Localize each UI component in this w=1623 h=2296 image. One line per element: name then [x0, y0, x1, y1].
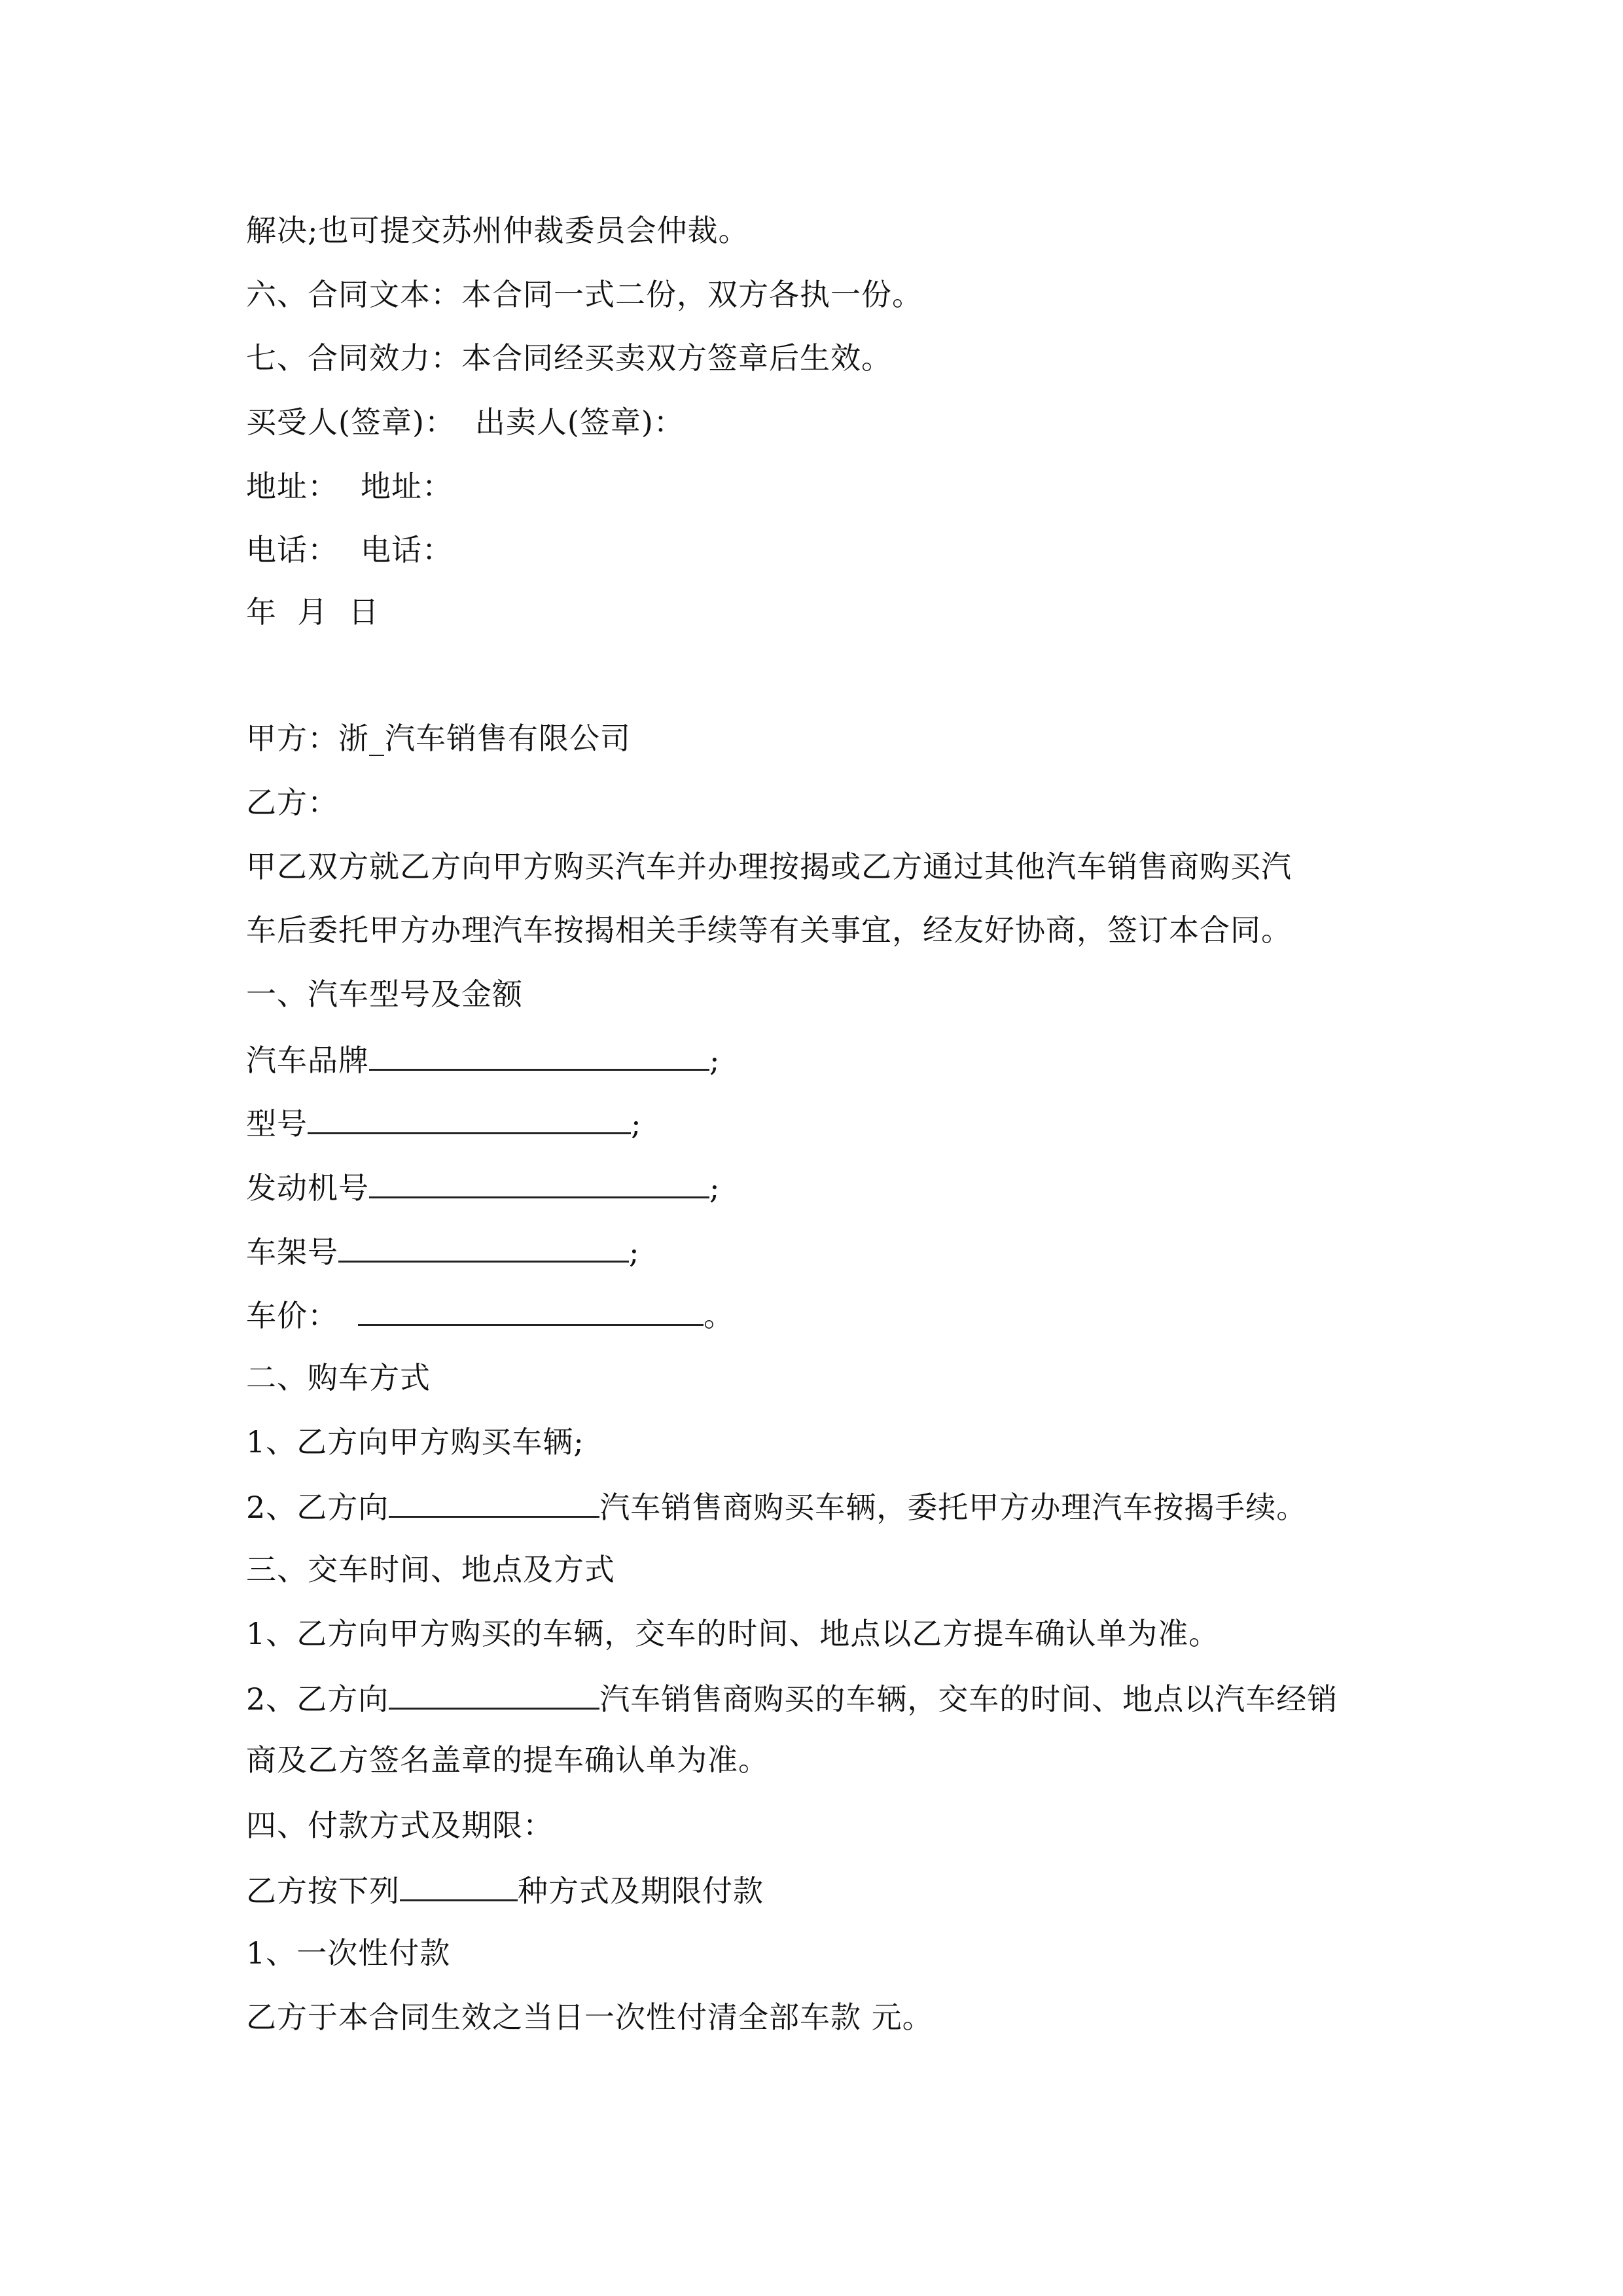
section-4-title: 四、付款方式及期限： — [246, 1808, 554, 1843]
s2-item2-suffix: 汽车销售商购买车辆，委托甲方办理汽车按揭手续。 — [599, 1490, 1308, 1525]
frame-end: ; — [629, 1234, 640, 1270]
party-b: 乙方： — [246, 785, 338, 820]
section-2-title: 二、购车方式 — [246, 1360, 431, 1395]
s2-dealer-blank — [389, 1486, 599, 1518]
address-row — [246, 467, 453, 506]
s3-dealer-blank — [389, 1677, 599, 1710]
brand-blank — [369, 1039, 709, 1071]
text-line-arbitration: 解决;也可提交苏州仲裁委员会仲裁。 — [246, 213, 749, 248]
model-end: ; — [631, 1106, 642, 1141]
s4-suffix: 种方式及期限付款 — [518, 1873, 764, 1909]
phone-row — [246, 530, 453, 569]
signature-row — [246, 403, 685, 442]
price-end: 。 — [704, 1298, 734, 1333]
price-blank — [358, 1294, 704, 1326]
section-2-item-2 — [246, 1486, 1307, 1525]
model-blank — [308, 1102, 631, 1134]
buyer-phone-label: 电话： — [246, 532, 338, 567]
model-label: 型号 — [246, 1106, 308, 1141]
seller-signature-label: 出卖人(签章)： — [474, 404, 685, 440]
seller-phone-label: 电话： — [361, 532, 453, 567]
section-4-line — [246, 1869, 764, 1909]
s3-item2-prefix: 2、乙方向 — [246, 1681, 389, 1717]
section-4-item-1: 1、一次性付款 — [246, 1935, 451, 1971]
engine-field-row — [246, 1166, 721, 1206]
seller-address-label: 地址： — [361, 469, 453, 504]
s4-method-blank — [400, 1869, 518, 1901]
s2-item2-prefix: 2、乙方向 — [246, 1490, 389, 1525]
engine-blank — [369, 1166, 709, 1198]
buyer-signature-label: 买受人(签章)： — [246, 404, 455, 440]
text-line-contract-copies: 六、合同文本：本合同一式二份，双方各执一份。 — [246, 277, 923, 312]
intro-line-1: 甲乙双方就乙方向甲方购买汽车并办理按揭或乙方通过其他汽车销售商购买汽 — [246, 849, 1292, 884]
section-3-title: 三、交车时间、地点及方式 — [246, 1552, 615, 1587]
frame-blank — [338, 1230, 629, 1263]
section-3-item-1: 1、乙方向甲方购买的车辆，交车的时间、地点以乙方提车确认单为准。 — [246, 1616, 1220, 1651]
section-4-item-1-detail: 乙方于本合同生效之当日一次性付清全部车款 元。 — [246, 2000, 933, 2035]
s3-item2-suffix: 汽车销售商购买的车辆，交车的时间、地点以汽车经销 — [599, 1681, 1338, 1717]
s4-prefix: 乙方按下列 — [246, 1873, 400, 1909]
frame-label: 车架号 — [246, 1234, 338, 1270]
model-field-row — [246, 1102, 642, 1141]
intro-line-2: 车后委托甲方办理汽车按揭相关手续等有关事宜，经友好协商，签订本合同。 — [246, 912, 1292, 948]
section-1-title: 一、汽车型号及金额 — [246, 977, 523, 1012]
brand-end: ; — [709, 1043, 721, 1078]
party-a: 甲方：浙_汽车销售有限公司 — [246, 721, 631, 756]
section-3-item-2-cont: 商及乙方签名盖章的提车确认单为准。 — [246, 1742, 769, 1778]
date-row: 年 月 日 — [246, 594, 380, 630]
price-label: 车价： — [246, 1298, 338, 1333]
engine-end: ; — [709, 1170, 721, 1206]
text-line-contract-effect: 七、合同效力：本合同经买卖双方签章后生效。 — [246, 340, 892, 376]
price-field-row — [246, 1294, 734, 1333]
buyer-address-label: 地址： — [246, 469, 338, 504]
section-3-item-2 — [246, 1677, 1338, 1717]
brand-label: 汽车品牌 — [246, 1043, 369, 1078]
section-2-item-1: 1、乙方向甲方购买车辆; — [246, 1424, 584, 1460]
brand-field-row — [246, 1039, 721, 1078]
engine-label: 发动机号 — [246, 1170, 369, 1206]
frame-field-row — [246, 1230, 640, 1270]
